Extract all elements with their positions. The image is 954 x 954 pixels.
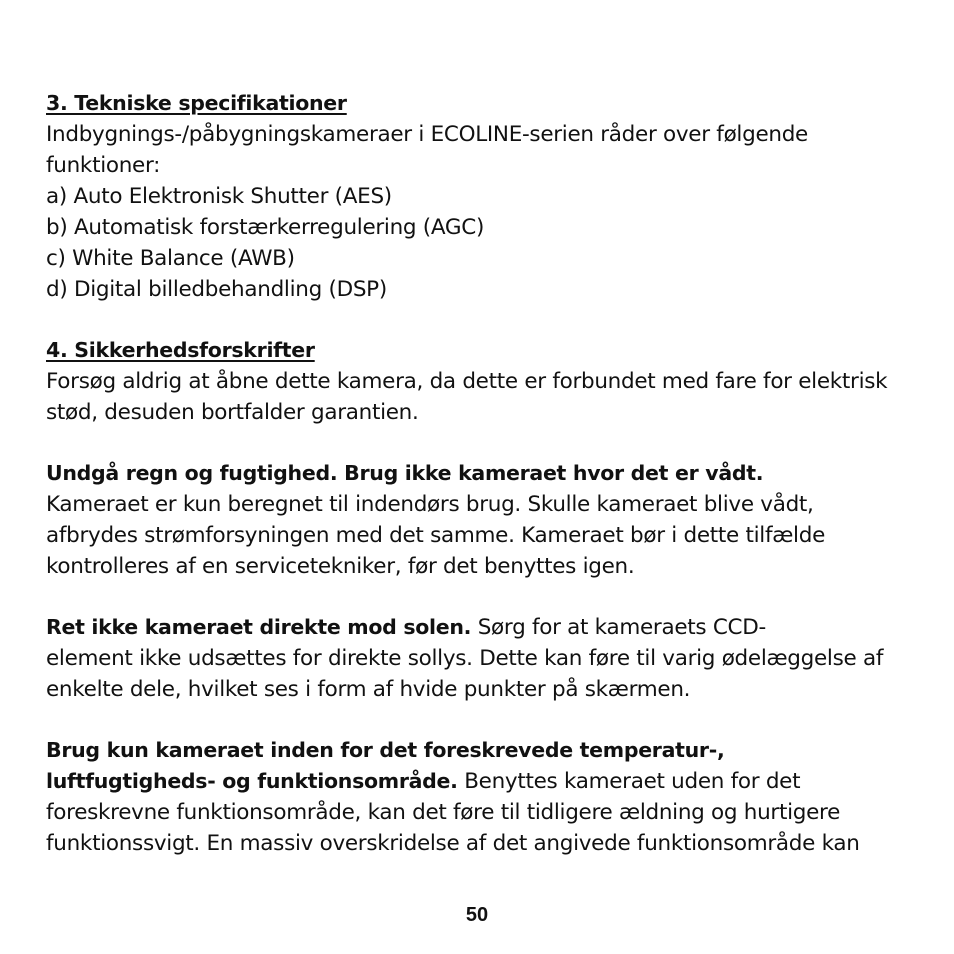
sun-paragraph-line: element ikke udsættes for direkte sollys. Dette kan føre til varig ødelæggelse af (46, 646, 884, 671)
sun-paragraph-line: enkelte dele, hvilket ses i form af hvide punkter på skærmen. (46, 677, 691, 702)
paragraph-gap (46, 705, 916, 735)
paragraph-gap (46, 582, 916, 612)
temperature-warning-heading-cont: luftfugtigheds- og funktionsområde. (46, 769, 458, 793)
temperature-paragraph-text: Benyttes kameraet uden for det (457, 769, 801, 794)
sun-warning-heading: Ret ikke kameraet direkte mod solen. (46, 615, 472, 639)
spec-list-item: d) Digital billedbehandling (DSP) (46, 277, 387, 302)
safety-paragraph-line: Forsøg aldrig at åbne dette kamera, da dette er forbundet med fare for elektrisk (46, 369, 888, 394)
spec-list-item: a) Auto Elektronisk Shutter (AES) (46, 184, 392, 209)
temperature-paragraph-line: funktionssvigt. En massiv overskridelse af det angivede funktionsområde kan (46, 831, 860, 856)
safety-paragraph-line: stød, desuden bortfalder garantien. (46, 400, 419, 425)
rain-paragraph-line: kontrolleres af en servicetekniker, før det benyttes igen. (46, 554, 635, 579)
rain-paragraph-line: afbrydes strømforsyningen med det samme. Kameraet bør i dette tilfælde (46, 523, 825, 548)
sun-paragraph-text: Sørg for at kameraets CCD- (471, 615, 766, 640)
temperature-paragraph-line: foreskrevne funktionsområde, kan det føre til tidligere ældning og hurtigere (46, 800, 841, 825)
rain-warning-heading: Undgå regn og fugtighed. Brug ikke kameraet hvor det er vådt. (46, 461, 764, 485)
section-3-intro-line: funktioner: (46, 153, 161, 178)
paragraph-gap (46, 428, 916, 458)
spec-list-item: b) Automatisk forstærkerregulering (AGC) (46, 215, 485, 240)
sun-paragraph-line (46, 612, 916, 643)
section-4-heading: 4. Sikkerhedsforskrifter (46, 338, 315, 362)
paragraph-gap (46, 305, 916, 335)
temperature-warning-heading: Brug kun kameraet inden for det foreskrevede temperatur-, (46, 738, 725, 762)
rain-paragraph-line: Kameraet er kun beregnet til indendørs brug. Skulle kameraet blive vådt, (46, 492, 814, 517)
section-3-heading: 3. Tekniske specifikationer (46, 91, 347, 115)
page-number: 50 (465, 904, 489, 926)
document-page (46, 88, 916, 859)
spec-list-item: c) White Balance (AWB) (46, 246, 295, 271)
temperature-paragraph-line (46, 766, 916, 797)
section-3-intro-line: Indbygnings-/påbygningskameraer i ECOLINE-serien råder over følgende (46, 122, 808, 147)
